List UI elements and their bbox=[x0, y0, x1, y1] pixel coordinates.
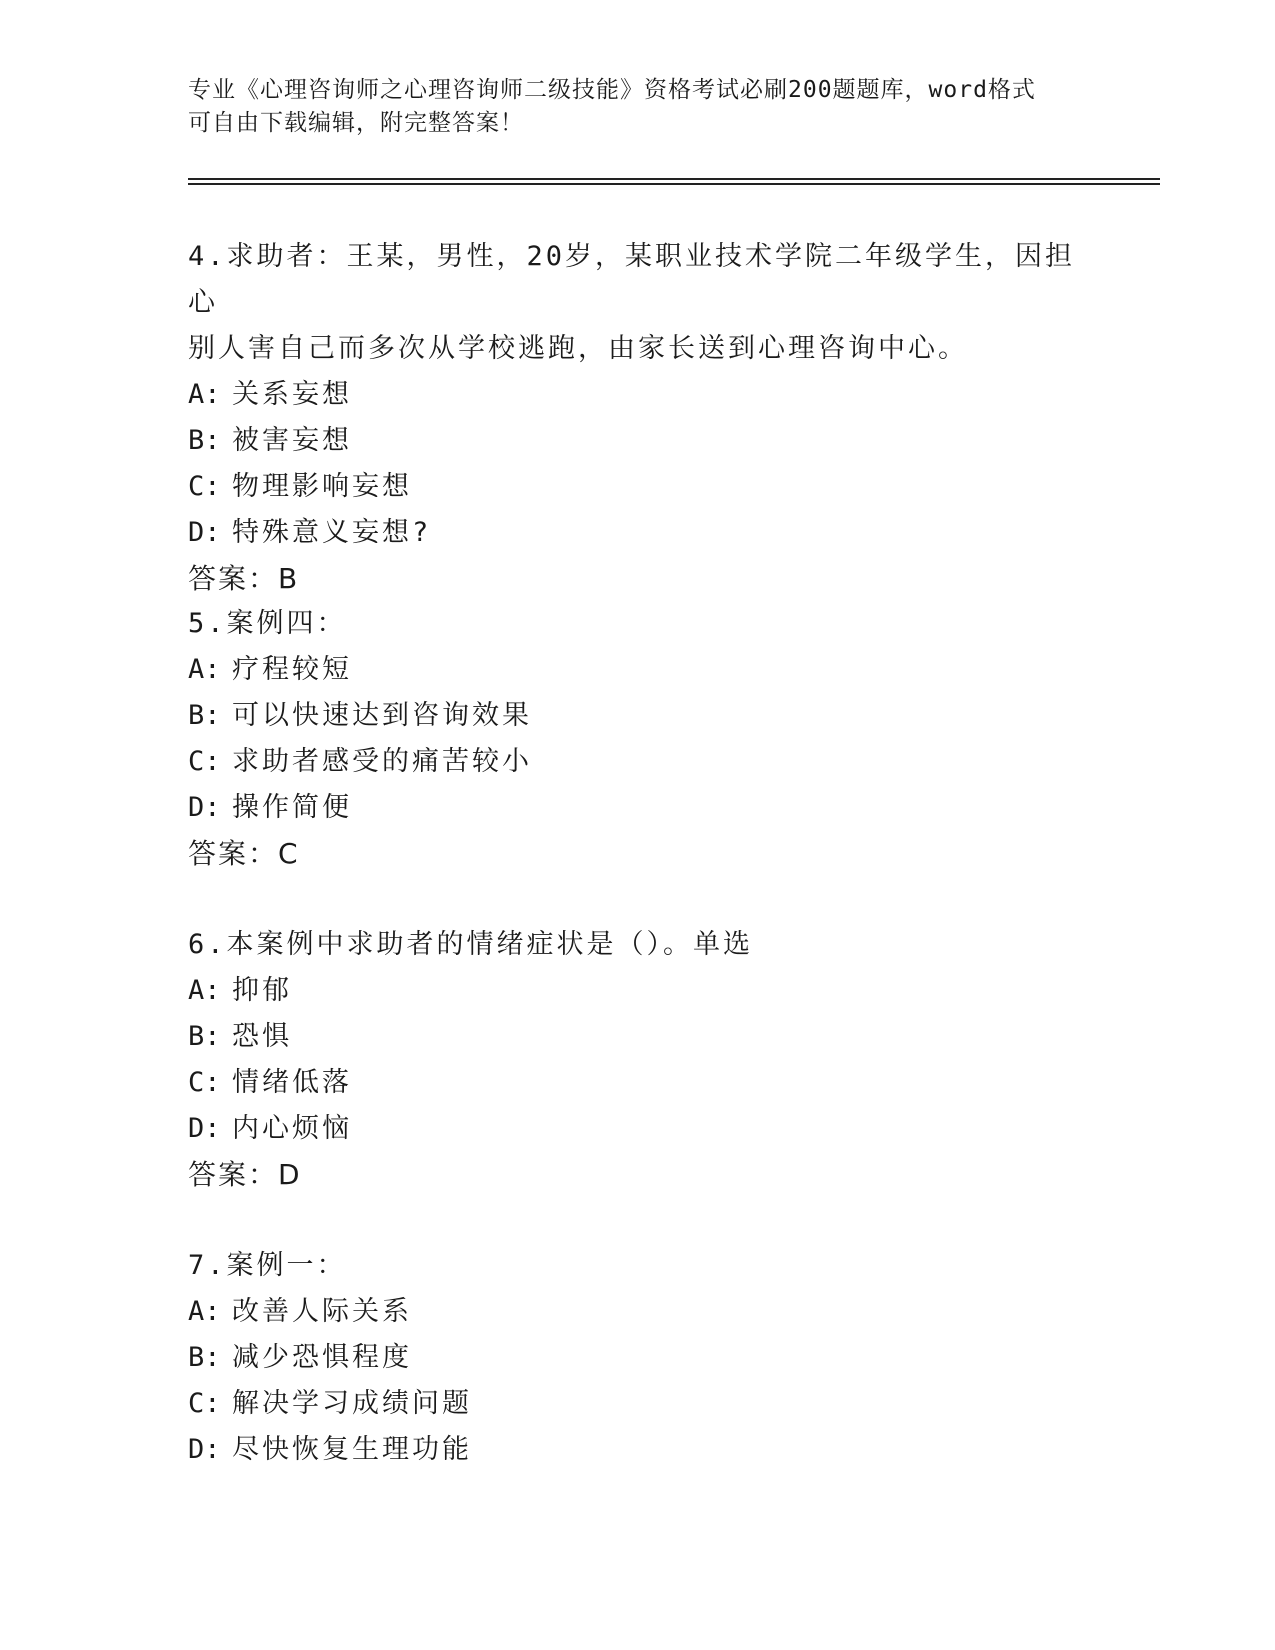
option-b bbox=[188, 1014, 1088, 1060]
option-letter: C: bbox=[188, 746, 221, 777]
option-letter: B: bbox=[188, 1342, 221, 1373]
option-b bbox=[188, 1335, 1088, 1381]
option-text: 被害妄想 bbox=[232, 425, 352, 456]
option-c bbox=[188, 1060, 1088, 1106]
question-stem-line: 5.案例四： bbox=[188, 608, 347, 639]
option-letter: C: bbox=[188, 1388, 221, 1419]
question-stem-line: 7.案例一： bbox=[188, 1250, 347, 1281]
option-letter: D: bbox=[188, 517, 221, 548]
header-line-1: 专业《心理咨询师之心理咨询师二级技能》资格考试必刷200题题库，word格式 bbox=[188, 77, 1036, 103]
option-letter: A: bbox=[188, 1296, 221, 1327]
option-d bbox=[188, 785, 1088, 831]
option-letter: A: bbox=[188, 975, 221, 1006]
option-a bbox=[188, 372, 1088, 418]
option-text: 操作简便 bbox=[232, 792, 352, 823]
option-b bbox=[188, 693, 1088, 739]
option-letter: A: bbox=[188, 379, 221, 410]
option-text: 减少恐惧程度 bbox=[232, 1342, 412, 1373]
option-d bbox=[188, 1427, 1088, 1473]
option-b bbox=[188, 418, 1088, 464]
document-header bbox=[188, 74, 1088, 140]
question-5 bbox=[188, 601, 1088, 877]
option-d bbox=[188, 510, 1088, 556]
option-a bbox=[188, 968, 1088, 1014]
option-letter: B: bbox=[188, 700, 221, 731]
option-d bbox=[188, 1106, 1088, 1152]
option-letter: C: bbox=[188, 1067, 221, 1098]
option-a bbox=[188, 1289, 1088, 1335]
option-letter: D: bbox=[188, 1434, 221, 1465]
option-text: 特殊意义妄想? bbox=[232, 517, 432, 548]
question-7 bbox=[188, 1243, 1088, 1473]
answer-line: 答案：C bbox=[188, 837, 300, 870]
option-text: 物理影响妄想 bbox=[232, 471, 412, 502]
answer-line: 答案：B bbox=[188, 562, 300, 595]
header-divider-bottom bbox=[188, 183, 1160, 185]
option-c bbox=[188, 1381, 1088, 1427]
question-4 bbox=[188, 234, 1088, 602]
option-letter: B: bbox=[188, 1021, 221, 1052]
option-letter: A: bbox=[188, 654, 221, 685]
option-text: 可以快速达到咨询效果 bbox=[232, 700, 532, 731]
option-text: 尽快恢复生理功能 bbox=[232, 1434, 472, 1465]
header-line-2: 可自由下载编辑，附完整答案！ bbox=[188, 110, 524, 136]
option-text: 抑郁 bbox=[232, 975, 292, 1006]
option-letter: C: bbox=[188, 471, 221, 502]
question-6 bbox=[188, 922, 1088, 1198]
header-divider-top bbox=[188, 178, 1160, 180]
option-text: 疗程较短 bbox=[232, 654, 352, 685]
option-text: 恐惧 bbox=[232, 1021, 292, 1052]
option-text: 解决学习成绩问题 bbox=[232, 1388, 472, 1419]
question-stem-line: 别人害自己而多次从学校逃跑，由家长送到心理咨询中心。 bbox=[188, 333, 968, 364]
option-letter: D: bbox=[188, 792, 221, 823]
option-c bbox=[188, 739, 1088, 785]
option-letter: B: bbox=[188, 425, 221, 456]
option-letter: D: bbox=[188, 1113, 221, 1144]
option-text: 求助者感受的痛苦较小 bbox=[232, 746, 532, 777]
question-stem-line: 4.求助者：王某，男性，20岁，某职业技术学院二年级学生，因担心 bbox=[188, 241, 1076, 318]
question-stem-line: 6.本案例中求助者的情绪症状是（）。单选 bbox=[188, 929, 754, 960]
option-text: 改善人际关系 bbox=[232, 1296, 412, 1327]
option-text: 关系妄想 bbox=[232, 379, 352, 410]
option-c bbox=[188, 464, 1088, 510]
option-text: 内心烦恼 bbox=[232, 1113, 352, 1144]
answer-line: 答案：D bbox=[188, 1158, 302, 1191]
option-text: 情绪低落 bbox=[232, 1067, 352, 1098]
option-a bbox=[188, 647, 1088, 693]
